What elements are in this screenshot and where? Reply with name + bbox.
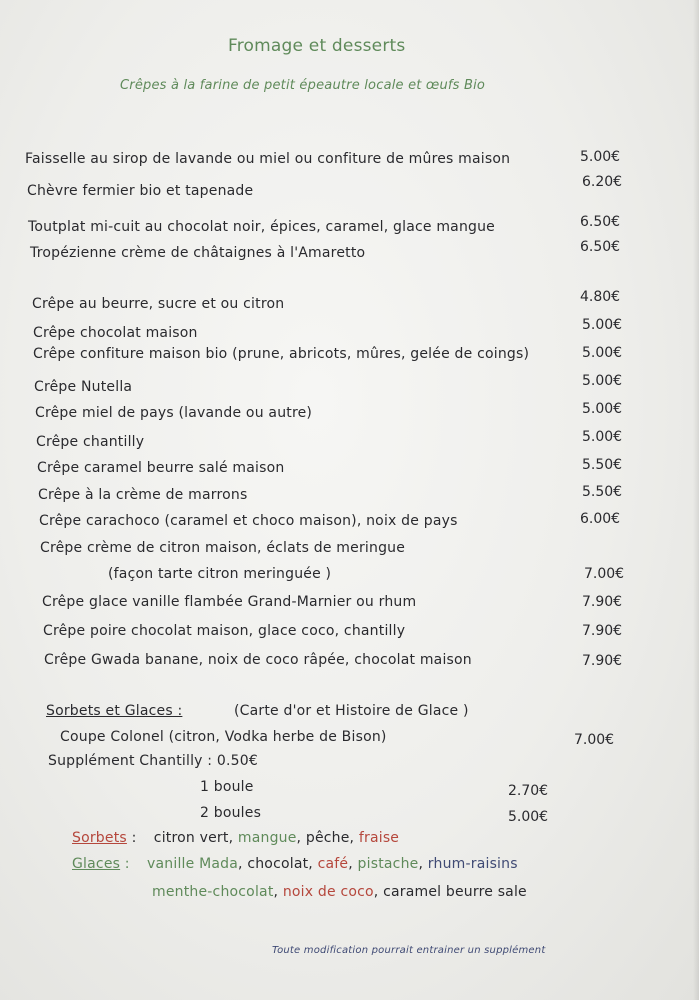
footer-note: Toute modification pourrait entrainer un supplément bbox=[272, 945, 546, 956]
glace-flavor: café bbox=[317, 856, 349, 872]
glaces-label: Glaces bbox=[72, 856, 121, 872]
sorbet-flavor: fraise bbox=[358, 830, 400, 846]
menu-item-name: Crêpe à la crème de marrons bbox=[38, 487, 248, 503]
boule-price: 2.70€ bbox=[508, 783, 549, 799]
boule-label: 2 boules bbox=[200, 805, 262, 821]
menu-item-price: 5.00€ bbox=[582, 373, 623, 389]
coupe-name: Coupe Colonel (citron, Vodka herbe de Bison) bbox=[60, 729, 387, 745]
menu-item-name: Crêpe miel de pays (lavande ou autre) bbox=[35, 405, 313, 421]
separator: , bbox=[418, 856, 428, 872]
menu-item-price: 6.00€ bbox=[580, 511, 621, 527]
boule-price: 5.00€ bbox=[508, 809, 549, 825]
glace-flavor: chocolat bbox=[247, 856, 309, 872]
menu-item-name: Chèvre fermier bio et tapenade bbox=[27, 183, 254, 199]
glace-flavor: vanille Mada bbox=[147, 856, 239, 872]
supplement-chantilly: Supplément Chantilly : 0.50€ bbox=[48, 753, 258, 769]
menu-item-name: Faisselle au sirop de lavande ou miel ou confiture de mûres maison bbox=[25, 151, 511, 167]
menu-item-price: 6.20€ bbox=[582, 174, 623, 190]
separator: , bbox=[308, 856, 318, 872]
menu-item-name: Tropézienne crème de châtaignes à l'Amaretto bbox=[30, 245, 366, 261]
menu-item-price: 7.00€ bbox=[584, 566, 625, 582]
menu-item-price: 5.50€ bbox=[582, 484, 623, 500]
menu-item-name: Crêpe poire chocolat maison, glace coco, chantilly bbox=[43, 623, 406, 639]
menu-item-name: Toutplat mi-cuit au chocolat noir, épices, caramel, glace mangue bbox=[28, 219, 495, 235]
menu-item-name: Crêpe caramel beurre salé maison bbox=[37, 460, 285, 476]
menu-item-price: 5.00€ bbox=[580, 149, 621, 165]
glace-flavor: rhum-raisins bbox=[427, 856, 518, 872]
menu-item-price: 5.50€ bbox=[582, 457, 623, 473]
page-subtitle: Crêpes à la farine de petit épeautre locale et œufs Bio bbox=[120, 78, 486, 93]
menu-item-name: (façon tarte citron meringuée ) bbox=[108, 566, 332, 582]
menu-item-price: 6.50€ bbox=[580, 239, 621, 255]
sorbets-line bbox=[72, 830, 399, 846]
sorbet-flavor: citron vert bbox=[153, 830, 229, 846]
glace-flavor: caramel beurre sale bbox=[383, 884, 527, 900]
glace-flavor: pistache bbox=[357, 856, 419, 872]
menu-item-name: Crêpe crème de citron maison, éclats de meringue bbox=[40, 540, 406, 556]
menu-item-price: 4.80€ bbox=[580, 289, 621, 305]
menu-item-price: 5.00€ bbox=[582, 401, 623, 417]
menu-item-name: Crêpe carachoco (caramel et choco maison), noix de pays bbox=[39, 513, 458, 529]
menu-item-name: Crêpe chantilly bbox=[36, 434, 145, 450]
menu-item-price: 7.90€ bbox=[582, 653, 623, 669]
menu-item-price: 6.50€ bbox=[580, 214, 621, 230]
menu-item-price: 7.90€ bbox=[582, 594, 623, 610]
glace-flavor: menthe-chocolat bbox=[152, 884, 274, 900]
menu-item-price: 5.00€ bbox=[582, 317, 623, 333]
separator: , bbox=[238, 856, 248, 872]
glaces-heading: Sorbets et Glaces : bbox=[46, 703, 183, 719]
menu-item-price: 7.90€ bbox=[582, 623, 623, 639]
sorbets-colon: : bbox=[131, 830, 137, 846]
glace-flavor: noix de coco bbox=[282, 884, 374, 900]
menu-item-name: Crêpe glace vanille flambée Grand-Marnier ou rhum bbox=[42, 594, 417, 610]
glaces-line-2 bbox=[152, 884, 527, 900]
separator: , bbox=[348, 856, 358, 872]
menu-item-name: Crêpe confiture maison bio (prune, abricots, mûres, gelée de coings) bbox=[33, 346, 530, 362]
separator: , bbox=[273, 884, 283, 900]
menu-item-name: Crêpe Nutella bbox=[34, 379, 133, 395]
page-edge-shadow bbox=[693, 0, 699, 1000]
separator: , bbox=[349, 830, 359, 846]
boule-label: 1 boule bbox=[200, 779, 254, 795]
separator: , bbox=[296, 830, 306, 846]
menu-item-price: 5.00€ bbox=[582, 345, 623, 361]
menu-item-price: 5.00€ bbox=[582, 429, 623, 445]
sorbet-flavor: pêche bbox=[305, 830, 350, 846]
glaces-colon: : bbox=[124, 856, 130, 872]
glaces-brands: (Carte d'or et Histoire de Glace ) bbox=[234, 703, 469, 719]
glaces-line-1 bbox=[72, 856, 518, 872]
page-title: Fromage et desserts bbox=[228, 36, 406, 56]
separator: , bbox=[373, 884, 384, 900]
menu-item-name: Crêpe au beurre, sucre et ou citron bbox=[32, 296, 285, 312]
menu-item-name: Crêpe Gwada banane, noix de coco râpée, chocolat maison bbox=[44, 652, 472, 668]
coupe-price: 7.00€ bbox=[574, 732, 615, 748]
menu-item-name: Crêpe chocolat maison bbox=[33, 325, 198, 341]
sorbet-flavor: mangue bbox=[237, 830, 297, 846]
separator: , bbox=[228, 830, 238, 846]
sorbets-label: Sorbets bbox=[72, 830, 127, 846]
